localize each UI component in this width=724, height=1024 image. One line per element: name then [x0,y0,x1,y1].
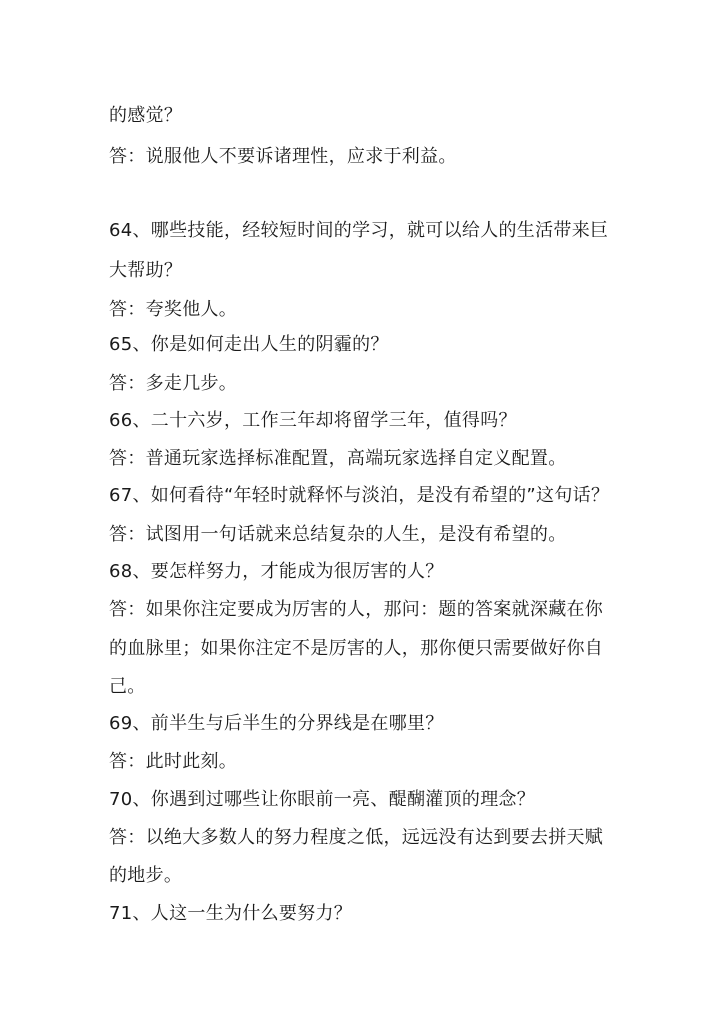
answer-65: 答：多走几步。 [109,373,238,394]
question-65: 65、你是如何走出人生的阴霾的？ [109,334,389,355]
answer-66: 答：普通玩家选择标准配置，高端玩家选择自定义配置。 [109,448,567,469]
question-67: 67、如何看待“年轻时就释怀与淡泊，是没有希望的”这句话？ [109,485,610,506]
answer-68-line-1: 答：如果你注定要成为厉害的人，那问：题的答案就深藏在你 [109,599,604,620]
question-64-line-1: 64、哪些技能，经较短时间的学习，就可以给人的生活带来巨 [109,220,609,241]
question-68: 68、要怎样努力，才能成为很厉害的人？ [109,561,444,582]
text-line-continuation: 的感觉？ [109,105,183,126]
question-69: 69、前半生与后半生的分界线是在哪里？ [109,713,444,734]
question-66: 66、二十六岁，工作三年却将留学三年，值得吗？ [109,410,517,431]
answer-70-line-2: 的地步。 [109,865,183,886]
question-64-line-2: 大帮助？ [109,260,183,281]
answer-68-line-3: 己。 [109,676,146,697]
answer-64: 答：夸奖他人。 [109,299,238,320]
answer-68-line-2: 的血脉里；如果你注定不是厉害的人，那你便只需要做好你自 [109,638,604,659]
question-70: 70、你遇到过哪些让你眼前一亮、醍醐灌顶的理念？ [109,789,536,810]
answer-69: 答：此时此刻。 [109,751,238,772]
question-71: 71、人这一生为什么要努力？ [109,903,353,924]
answer-67: 答：试图用一句话就来总结复杂的人生，是没有希望的。 [109,524,567,545]
answer-70-line-1: 答：以绝大多数人的努力程度之低，远远没有达到要去拼天赋 [109,827,604,848]
answer-63: 答：说服他人不要诉诸理性，应求于利益。 [109,146,457,167]
